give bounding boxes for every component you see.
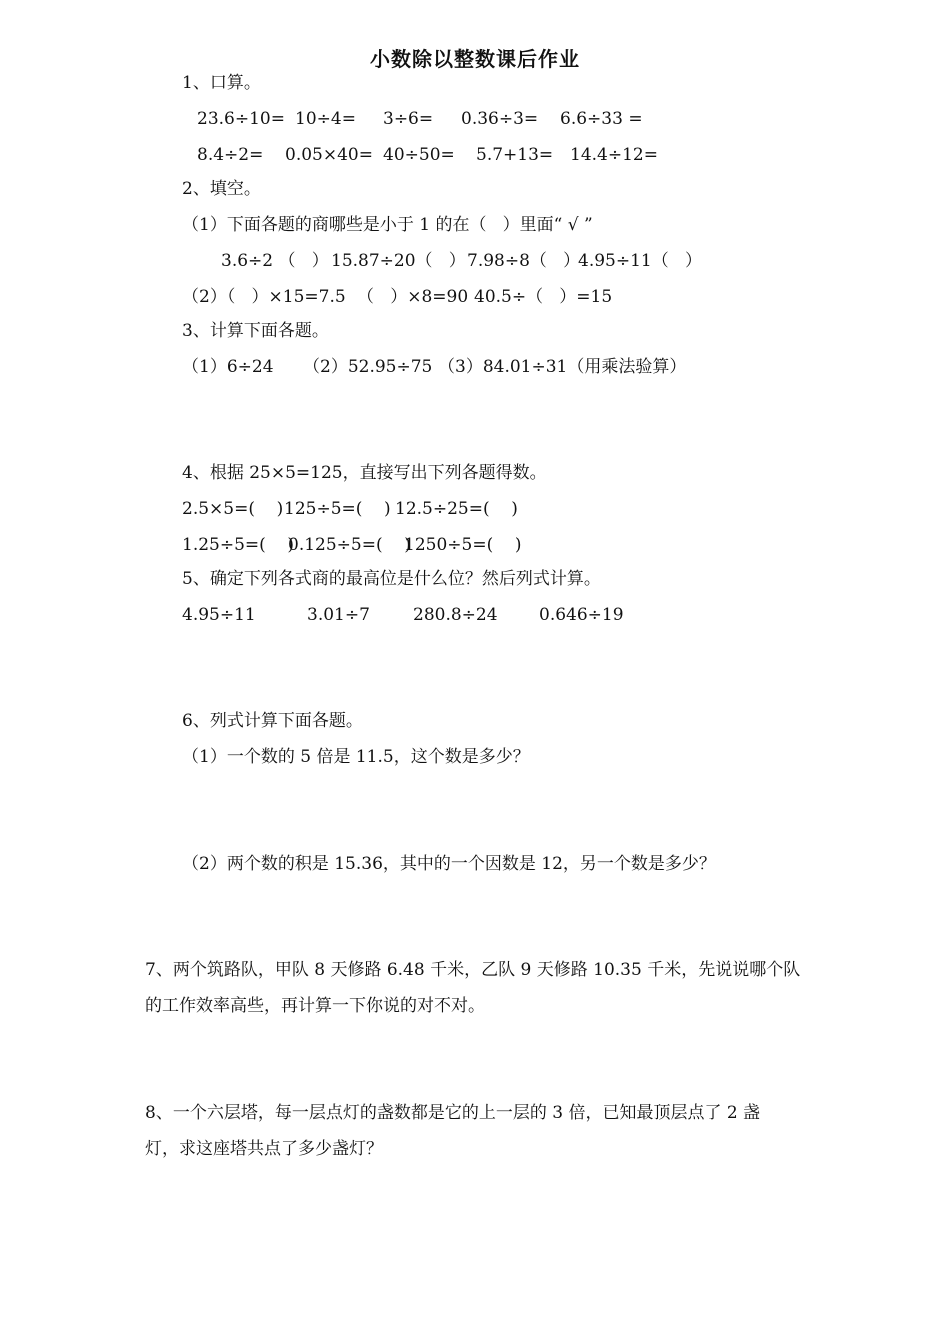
q3-item: （1）6÷24	[182, 357, 274, 377]
q7-line1: 7、两个筑路队，甲队 8 天修路 6.48 千米，乙队 9 天修路 10.35 千米，先说说哪个队	[145, 960, 801, 980]
q4-row1-item: 125÷5=( )	[284, 499, 391, 519]
q4-row2-item: 1.25÷5=( )	[182, 535, 295, 555]
q8-line1: 8、一个六层塔，每一层点灯的盏数都是它的上一层的 3 倍，已知最顶层点了 2 盏	[145, 1103, 761, 1123]
q8-line2: 灯，求这座塔共点了多少盏灯？	[145, 1139, 383, 1159]
q2-part1-item: 4.95÷11（ ）	[578, 251, 702, 271]
q1-row1-item: 6.6÷33 =	[560, 109, 643, 129]
q5-heading: 5、确定下列各式商的最高位是什么位？然后列式计算。	[182, 569, 601, 589]
q2-part1-item: 3.6÷2 （ ）	[221, 251, 329, 271]
q2-part1-item: 15.87÷20（ ）	[331, 251, 466, 271]
q6-heading: 6、列式计算下面各题。	[182, 711, 363, 731]
q1-row2-item: 5.7+13=	[476, 145, 554, 165]
q2-part2-item: （ ）×8=90	[357, 287, 469, 307]
q4-heading: 4、根据 25×5=125，直接写出下列各题得数。	[182, 463, 547, 483]
q5-item: 280.8÷24	[413, 605, 498, 625]
q6-part1: （1）一个数的 5 倍是 11.5，这个数是多少？	[182, 747, 530, 767]
q5-item: 0.646÷19	[539, 605, 624, 625]
q7-line2: 的工作效率高些，再计算一下你说的对不对。	[145, 996, 485, 1016]
q2-part2-item: 40.5÷（ ）=15	[474, 287, 613, 307]
q1-row2-item: 40÷50=	[383, 145, 455, 165]
q2-part2-item: （2）（ ）×15=7.5	[182, 287, 346, 307]
q3-heading: 3、计算下面各题。	[182, 321, 329, 341]
q4-row2-item: 1250÷5=( )	[404, 535, 522, 555]
q2-part1: （1）下面各题的商哪些是小于 1 的在（ ）里面“ √ ”	[182, 215, 593, 235]
q4-row1-item: 2.5×5=( )	[182, 499, 284, 519]
q1-heading: 1、口算。	[182, 73, 261, 93]
q1-row1-item: 0.36÷3=	[461, 109, 539, 129]
q1-row1-item: 23.6÷10=	[197, 109, 285, 129]
q1-row2-item: 8.4÷2=	[197, 145, 264, 165]
q1-row2-item: 0.05×40=	[285, 145, 373, 165]
q1-row2-item: 14.4÷12=	[570, 145, 658, 165]
q6-part2: （2）两个数的积是 15.36，其中的一个因数是 12，另一个数是多少？	[182, 854, 716, 874]
q1-row1-item: 3÷6=	[383, 109, 434, 129]
q5-item: 3.01÷7	[307, 605, 370, 625]
q1-row1-item: 10÷4=	[295, 109, 356, 129]
q3-item: （2）52.95÷75	[303, 357, 433, 377]
page-title: 小数除以整数课后作业	[370, 47, 580, 71]
q3-item: （3）84.01÷31（用乘法验算）	[438, 357, 687, 377]
q2-part1-item: 7.98÷8（ ）	[467, 251, 581, 271]
q4-row2-item: 0.125÷5=( )	[288, 535, 411, 555]
q5-item: 4.95÷11	[182, 605, 256, 625]
q2-heading: 2、填空。	[182, 179, 261, 199]
q4-row1-item: 12.5÷25=( )	[395, 499, 518, 519]
